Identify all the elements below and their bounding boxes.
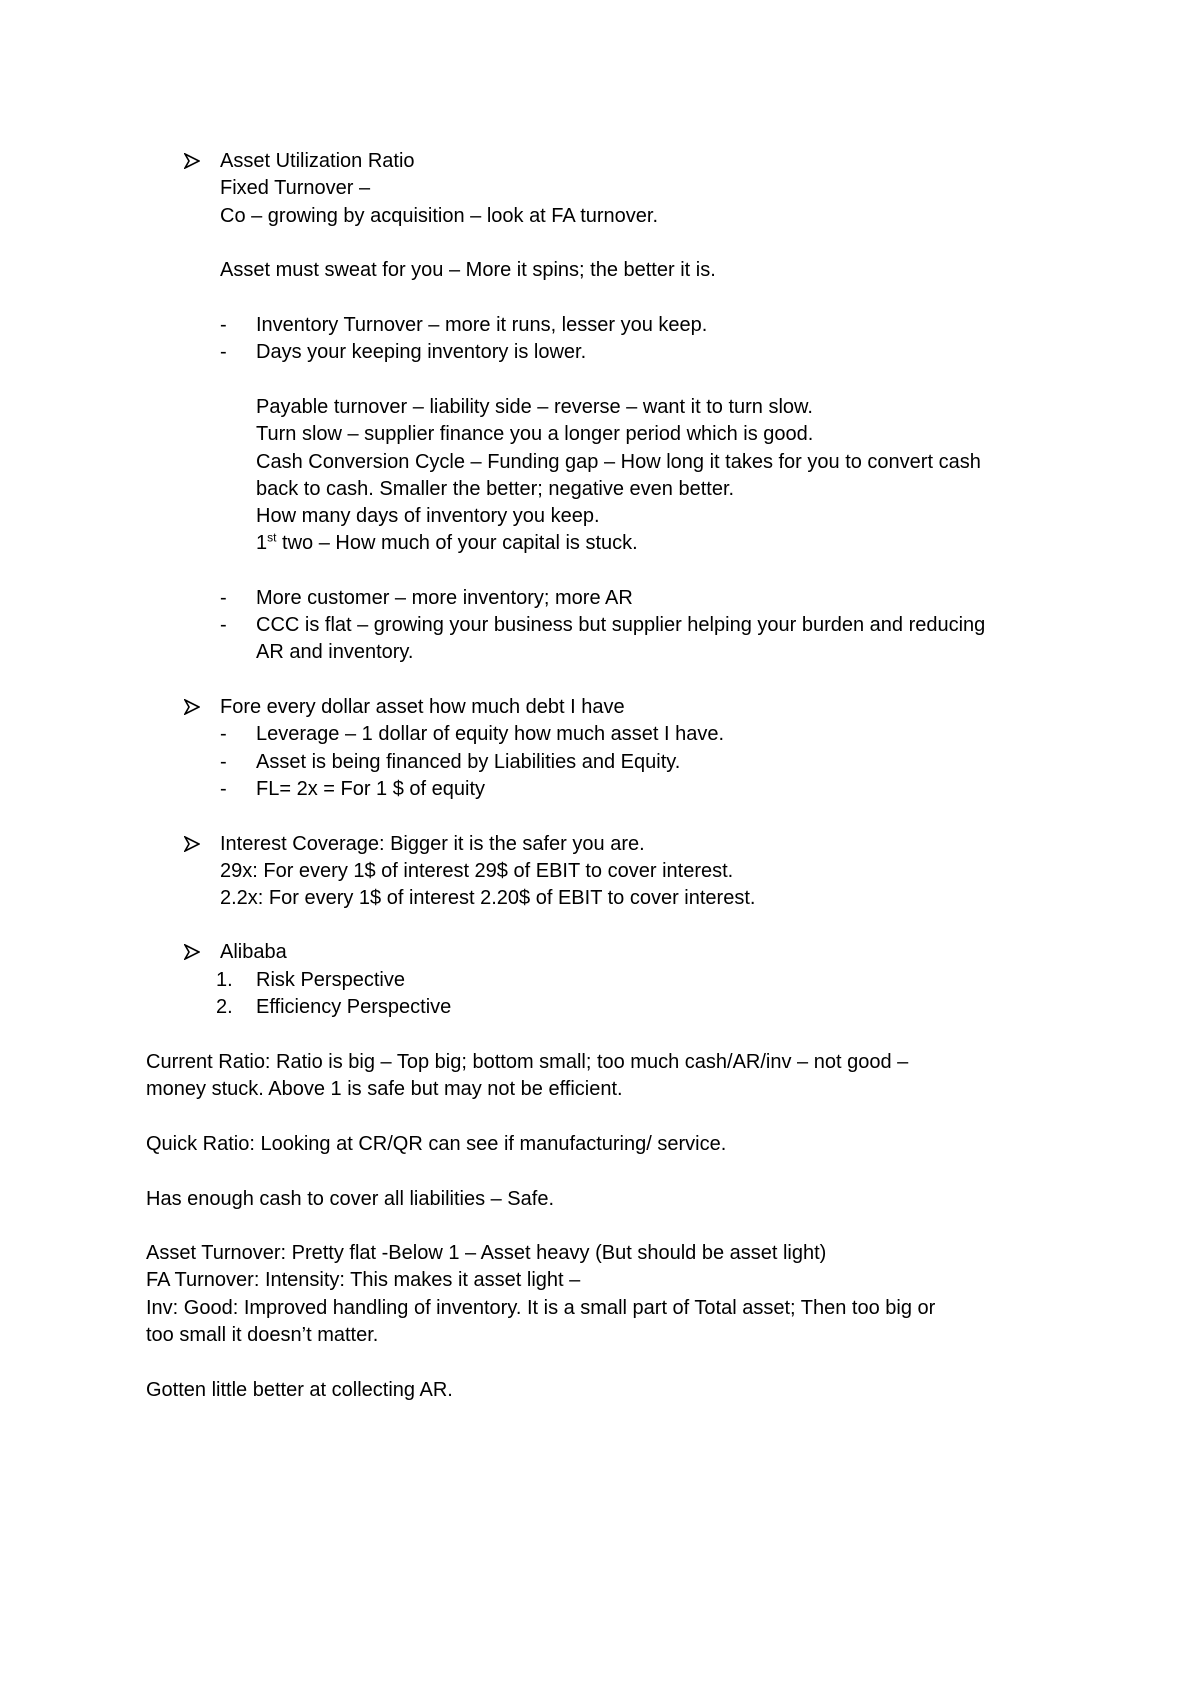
text-span: two – How much of your capital is stuck. bbox=[276, 532, 638, 554]
text-line bbox=[256, 530, 638, 556]
arrow-bullet-icon bbox=[184, 153, 200, 169]
text-line: FA Turnover: Intensity: This makes it asset light – bbox=[146, 1269, 581, 1291]
section-heading: Interest Coverage: Bigger it is the safer you are. bbox=[220, 833, 645, 855]
text-line: Fixed Turnover – bbox=[220, 177, 371, 199]
text-line: Turn slow – supplier finance you a longer period which is good. bbox=[256, 423, 814, 445]
text-line: Current Ratio: Ratio is big – Top big; bottom small; too much cash/AR/inv – not good – bbox=[146, 1051, 909, 1073]
dash-bullet: - bbox=[220, 614, 227, 636]
list-item: CCC is flat – growing your business but supplier helping your burden and reducing bbox=[256, 614, 986, 636]
dash-bullet: - bbox=[220, 341, 227, 363]
dash-bullet: - bbox=[220, 778, 227, 800]
list-item: Asset is being financed by Liabilities and Equity. bbox=[256, 751, 681, 773]
text-line: Quick Ratio: Looking at CR/QR can see if manufacturing/ service. bbox=[146, 1133, 727, 1155]
list-item: Risk Perspective bbox=[256, 969, 405, 991]
dash-bullet: - bbox=[220, 751, 227, 773]
text-line: Gotten little better at collecting AR. bbox=[146, 1379, 453, 1401]
text-line: Payable turnover – liability side – reverse – want it to turn slow. bbox=[256, 396, 813, 418]
dash-bullet: - bbox=[220, 723, 227, 745]
arrow-bullet-icon bbox=[184, 699, 200, 715]
section-heading: Fore every dollar asset how much debt I have bbox=[220, 696, 625, 718]
text-line: Has enough cash to cover all liabilities – Safe. bbox=[146, 1188, 555, 1210]
text-line: Co – growing by acquisition – look at FA turnover. bbox=[220, 205, 659, 227]
text-line: money stuck. Above 1 is safe but may not be efficient. bbox=[146, 1078, 623, 1100]
ordinal-suffix: st bbox=[267, 530, 277, 545]
list-item-continuation: AR and inventory. bbox=[256, 641, 414, 663]
text-line: Asset Turnover: Pretty flat -Below 1 – Asset heavy (But should be asset light) bbox=[146, 1242, 827, 1264]
text-line: Inv: Good: Improved handling of inventory. It is a small part of Total asset; Then too big or bbox=[146, 1297, 936, 1319]
text-line: back to cash. Smaller the better; negative even better. bbox=[256, 478, 735, 500]
list-number: 1. bbox=[216, 969, 233, 991]
text-line: How many days of inventory you keep. bbox=[256, 505, 600, 527]
section-heading: Asset Utilization Ratio bbox=[220, 150, 415, 172]
text-line: 2.2x: For every 1$ of interest 2.20$ of EBIT to cover interest. bbox=[220, 887, 756, 909]
list-item: Efficiency Perspective bbox=[256, 996, 452, 1018]
text-line: Asset must sweat for you – More it spins; the better it is. bbox=[220, 259, 716, 281]
list-number: 2. bbox=[216, 996, 233, 1018]
section-heading: Alibaba bbox=[220, 941, 287, 963]
dash-bullet: - bbox=[220, 587, 227, 609]
list-item: More customer – more inventory; more AR bbox=[256, 587, 633, 609]
list-item: FL= 2x = For 1 $ of equity bbox=[256, 778, 486, 800]
text-line: too small it doesn’t matter. bbox=[146, 1324, 379, 1346]
list-item: Leverage – 1 dollar of equity how much asset I have. bbox=[256, 723, 725, 745]
text-line: Cash Conversion Cycle – Funding gap – How long it takes for you to convert cash bbox=[256, 451, 981, 473]
arrow-bullet-icon bbox=[184, 836, 200, 852]
arrow-bullet-icon bbox=[184, 944, 200, 960]
text-line: 29x: For every 1$ of interest 29$ of EBIT to cover interest. bbox=[220, 860, 734, 882]
list-item: Inventory Turnover – more it runs, lesser you keep. bbox=[256, 314, 708, 336]
dash-bullet: - bbox=[220, 314, 227, 336]
list-item: Days your keeping inventory is lower. bbox=[256, 341, 587, 363]
ordinal-number: 1 bbox=[256, 532, 268, 554]
